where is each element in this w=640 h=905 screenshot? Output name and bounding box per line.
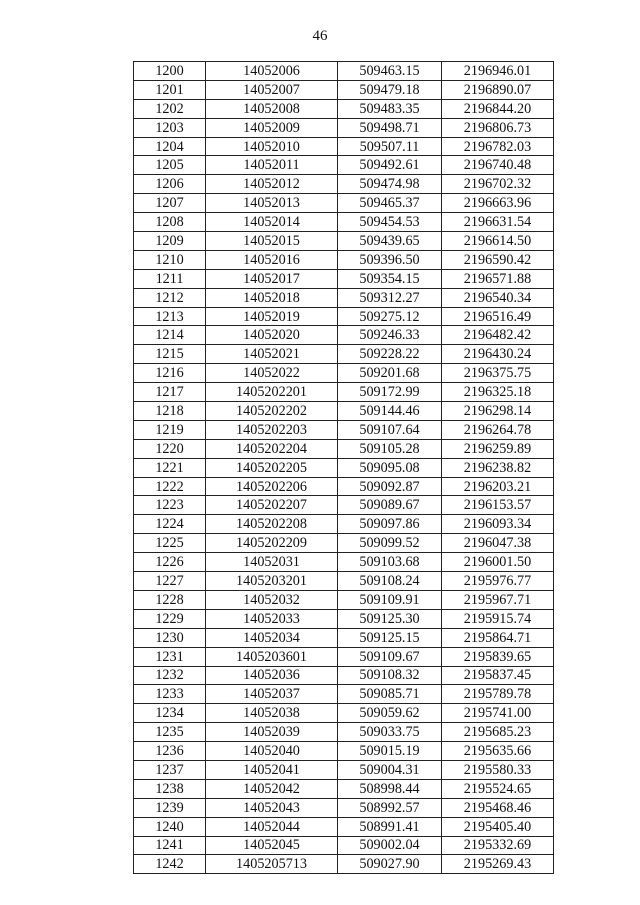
point-code-cell: 14052036 [206, 666, 338, 685]
x-coordinate-cell: 509092.87 [338, 477, 442, 496]
y-coordinate-cell: 2195405.40 [442, 817, 554, 836]
x-coordinate-cell: 509099.52 [338, 534, 442, 553]
x-coordinate-cell: 509465.37 [338, 194, 442, 213]
point-code-cell: 14052015 [206, 232, 338, 251]
table-row [134, 836, 554, 855]
table-row [134, 383, 554, 402]
point-number-cell: 1238 [134, 779, 206, 798]
point-code-cell: 14052006 [206, 62, 338, 81]
table-row [134, 704, 554, 723]
x-coordinate-cell: 509474.98 [338, 175, 442, 194]
point-code-cell: 1405202206 [206, 477, 338, 496]
y-coordinate-cell: 2195580.33 [442, 760, 554, 779]
x-coordinate-cell: 509125.30 [338, 609, 442, 628]
y-coordinate-cell: 2195269.43 [442, 855, 554, 874]
y-coordinate-cell: 2196890.07 [442, 80, 554, 99]
point-code-cell: 14052011 [206, 156, 338, 175]
x-coordinate-cell: 509108.32 [338, 666, 442, 685]
point-number-cell: 1242 [134, 855, 206, 874]
table-row [134, 99, 554, 118]
x-coordinate-cell: 509479.18 [338, 80, 442, 99]
point-number-cell: 1222 [134, 477, 206, 496]
point-code-cell: 14052007 [206, 80, 338, 99]
coordinates-table-body [134, 62, 554, 874]
x-coordinate-cell: 509089.67 [338, 496, 442, 515]
point-number-cell: 1216 [134, 364, 206, 383]
table-row [134, 345, 554, 364]
point-number-cell: 1232 [134, 666, 206, 685]
y-coordinate-cell: 2196590.42 [442, 250, 554, 269]
table-row [134, 685, 554, 704]
point-code-cell: 14052008 [206, 99, 338, 118]
point-number-cell: 1201 [134, 80, 206, 99]
table-row [134, 307, 554, 326]
point-number-cell: 1209 [134, 232, 206, 251]
table-row [134, 250, 554, 269]
x-coordinate-cell: 509275.12 [338, 307, 442, 326]
point-number-cell: 1223 [134, 496, 206, 515]
point-number-cell: 1213 [134, 307, 206, 326]
table-row [134, 288, 554, 307]
x-coordinate-cell: 509354.15 [338, 269, 442, 288]
point-number-cell: 1239 [134, 798, 206, 817]
table-row [134, 666, 554, 685]
point-number-cell: 1226 [134, 553, 206, 572]
y-coordinate-cell: 2195839.65 [442, 647, 554, 666]
y-coordinate-cell: 2196946.01 [442, 62, 554, 81]
point-number-cell: 1234 [134, 704, 206, 723]
y-coordinate-cell: 2195332.69 [442, 836, 554, 855]
y-coordinate-cell: 2195976.77 [442, 572, 554, 591]
table-row [134, 364, 554, 383]
y-coordinate-cell: 2196482.42 [442, 326, 554, 345]
y-coordinate-cell: 2196806.73 [442, 118, 554, 137]
table-row [134, 420, 554, 439]
x-coordinate-cell: 509109.91 [338, 590, 442, 609]
point-code-cell: 14052041 [206, 760, 338, 779]
point-number-cell: 1241 [134, 836, 206, 855]
x-coordinate-cell: 509454.53 [338, 213, 442, 232]
y-coordinate-cell: 2196259.89 [442, 439, 554, 458]
table-row [134, 477, 554, 496]
x-coordinate-cell: 508998.44 [338, 779, 442, 798]
coordinates-table [133, 61, 554, 874]
point-code-cell: 14052016 [206, 250, 338, 269]
point-number-cell: 1225 [134, 534, 206, 553]
y-coordinate-cell: 2196663.96 [442, 194, 554, 213]
y-coordinate-cell: 2196782.03 [442, 137, 554, 156]
table-row [134, 156, 554, 175]
point-code-cell: 1405203601 [206, 647, 338, 666]
table-row [134, 80, 554, 99]
y-coordinate-cell: 2196614.50 [442, 232, 554, 251]
x-coordinate-cell: 509439.65 [338, 232, 442, 251]
x-coordinate-cell: 509027.90 [338, 855, 442, 874]
y-coordinate-cell: 2195741.00 [442, 704, 554, 723]
x-coordinate-cell: 509463.15 [338, 62, 442, 81]
y-coordinate-cell: 2195789.78 [442, 685, 554, 704]
point-code-cell: 14052038 [206, 704, 338, 723]
x-coordinate-cell: 509004.31 [338, 760, 442, 779]
x-coordinate-cell: 509108.24 [338, 572, 442, 591]
x-coordinate-cell: 509107.64 [338, 420, 442, 439]
point-number-cell: 1204 [134, 137, 206, 156]
point-code-cell: 14052014 [206, 213, 338, 232]
y-coordinate-cell: 2195685.23 [442, 723, 554, 742]
point-number-cell: 1202 [134, 99, 206, 118]
x-coordinate-cell: 509109.67 [338, 647, 442, 666]
point-number-cell: 1233 [134, 685, 206, 704]
x-coordinate-cell: 509396.50 [338, 250, 442, 269]
y-coordinate-cell: 2196702.32 [442, 175, 554, 194]
point-number-cell: 1215 [134, 345, 206, 364]
point-code-cell: 1405203201 [206, 572, 338, 591]
x-coordinate-cell: 509312.27 [338, 288, 442, 307]
x-coordinate-cell: 509125.15 [338, 628, 442, 647]
y-coordinate-cell: 2195635.66 [442, 742, 554, 761]
point-code-cell: 14052034 [206, 628, 338, 647]
point-code-cell: 14052010 [206, 137, 338, 156]
point-code-cell: 1405202201 [206, 383, 338, 402]
y-coordinate-cell: 2196093.34 [442, 515, 554, 534]
point-code-cell: 1405202205 [206, 458, 338, 477]
point-code-cell: 1405202202 [206, 402, 338, 421]
point-code-cell: 14052045 [206, 836, 338, 855]
y-coordinate-cell: 2196298.14 [442, 402, 554, 421]
table-row [134, 118, 554, 137]
y-coordinate-cell: 2196516.49 [442, 307, 554, 326]
y-coordinate-cell: 2196375.75 [442, 364, 554, 383]
x-coordinate-cell: 509033.75 [338, 723, 442, 742]
x-coordinate-cell: 509002.04 [338, 836, 442, 855]
table-row [134, 439, 554, 458]
table-row [134, 572, 554, 591]
x-coordinate-cell: 509492.61 [338, 156, 442, 175]
point-code-cell: 1405202203 [206, 420, 338, 439]
y-coordinate-cell: 2195864.71 [442, 628, 554, 647]
x-coordinate-cell: 509097.86 [338, 515, 442, 534]
point-code-cell: 14052044 [206, 817, 338, 836]
y-coordinate-cell: 2195915.74 [442, 609, 554, 628]
table-row [134, 534, 554, 553]
point-code-cell: 14052040 [206, 742, 338, 761]
table-row [134, 590, 554, 609]
point-code-cell: 14052031 [206, 553, 338, 572]
point-number-cell: 1218 [134, 402, 206, 421]
point-code-cell: 14052042 [206, 779, 338, 798]
table-row [134, 213, 554, 232]
point-number-cell: 1220 [134, 439, 206, 458]
y-coordinate-cell: 2196264.78 [442, 420, 554, 439]
point-number-cell: 1228 [134, 590, 206, 609]
point-number-cell: 1210 [134, 250, 206, 269]
x-coordinate-cell: 509095.08 [338, 458, 442, 477]
point-number-cell: 1200 [134, 62, 206, 81]
y-coordinate-cell: 2196631.54 [442, 213, 554, 232]
table-row [134, 628, 554, 647]
table-row [134, 269, 554, 288]
point-number-cell: 1203 [134, 118, 206, 137]
table-row [134, 402, 554, 421]
point-number-cell: 1205 [134, 156, 206, 175]
point-number-cell: 1237 [134, 760, 206, 779]
point-number-cell: 1214 [134, 326, 206, 345]
point-code-cell: 14052013 [206, 194, 338, 213]
x-coordinate-cell: 509015.19 [338, 742, 442, 761]
point-number-cell: 1206 [134, 175, 206, 194]
table-row [134, 62, 554, 81]
point-number-cell: 1219 [134, 420, 206, 439]
point-number-cell: 1235 [134, 723, 206, 742]
table-row [134, 723, 554, 742]
y-coordinate-cell: 2196325.18 [442, 383, 554, 402]
x-coordinate-cell: 509201.68 [338, 364, 442, 383]
y-coordinate-cell: 2196430.24 [442, 345, 554, 364]
point-number-cell: 1230 [134, 628, 206, 647]
y-coordinate-cell: 2196153.57 [442, 496, 554, 515]
y-coordinate-cell: 2195468.46 [442, 798, 554, 817]
table-row [134, 817, 554, 836]
x-coordinate-cell: 509246.33 [338, 326, 442, 345]
table-row [134, 175, 554, 194]
y-coordinate-cell: 2196844.20 [442, 99, 554, 118]
y-coordinate-cell: 2196571.88 [442, 269, 554, 288]
x-coordinate-cell: 508991.41 [338, 817, 442, 836]
page-number: 46 [312, 28, 328, 44]
table-row [134, 515, 554, 534]
point-code-cell: 14052017 [206, 269, 338, 288]
point-code-cell: 1405202209 [206, 534, 338, 553]
table-row [134, 194, 554, 213]
x-coordinate-cell: 509085.71 [338, 685, 442, 704]
point-number-cell: 1236 [134, 742, 206, 761]
point-code-cell: 1405205713 [206, 855, 338, 874]
table-row [134, 609, 554, 628]
point-code-cell: 14052019 [206, 307, 338, 326]
table-row [134, 779, 554, 798]
table-row [134, 647, 554, 666]
table-row [134, 855, 554, 874]
table-row [134, 742, 554, 761]
point-code-cell: 1405202207 [206, 496, 338, 515]
point-number-cell: 1224 [134, 515, 206, 534]
point-number-cell: 1208 [134, 213, 206, 232]
point-code-cell: 14052018 [206, 288, 338, 307]
table-row [134, 496, 554, 515]
point-code-cell: 14052020 [206, 326, 338, 345]
x-coordinate-cell: 509498.71 [338, 118, 442, 137]
table-row [134, 798, 554, 817]
point-number-cell: 1231 [134, 647, 206, 666]
point-number-cell: 1227 [134, 572, 206, 591]
y-coordinate-cell: 2195967.71 [442, 590, 554, 609]
y-coordinate-cell: 2196047.38 [442, 534, 554, 553]
point-code-cell: 14052037 [206, 685, 338, 704]
y-coordinate-cell: 2195837.45 [442, 666, 554, 685]
y-coordinate-cell: 2196540.34 [442, 288, 554, 307]
y-coordinate-cell: 2196740.48 [442, 156, 554, 175]
point-code-cell: 14052033 [206, 609, 338, 628]
point-code-cell: 14052022 [206, 364, 338, 383]
x-coordinate-cell: 509172.99 [338, 383, 442, 402]
y-coordinate-cell: 2196238.82 [442, 458, 554, 477]
point-number-cell: 1240 [134, 817, 206, 836]
table-row [134, 458, 554, 477]
y-coordinate-cell: 2196001.50 [442, 553, 554, 572]
x-coordinate-cell: 509059.62 [338, 704, 442, 723]
point-code-cell: 14052012 [206, 175, 338, 194]
point-code-cell: 14052032 [206, 590, 338, 609]
y-coordinate-cell: 2195524.65 [442, 779, 554, 798]
table-row [134, 137, 554, 156]
x-coordinate-cell: 509144.46 [338, 402, 442, 421]
table-row [134, 760, 554, 779]
x-coordinate-cell: 509103.68 [338, 553, 442, 572]
point-code-cell: 1405202204 [206, 439, 338, 458]
point-code-cell: 14052039 [206, 723, 338, 742]
point-code-cell: 1405202208 [206, 515, 338, 534]
y-coordinate-cell: 2196203.21 [442, 477, 554, 496]
point-number-cell: 1217 [134, 383, 206, 402]
table-row [134, 232, 554, 251]
x-coordinate-cell: 508992.57 [338, 798, 442, 817]
x-coordinate-cell: 509483.35 [338, 99, 442, 118]
point-code-cell: 14052009 [206, 118, 338, 137]
point-number-cell: 1212 [134, 288, 206, 307]
x-coordinate-cell: 509105.28 [338, 439, 442, 458]
table-row [134, 326, 554, 345]
table-row [134, 553, 554, 572]
x-coordinate-cell: 509228.22 [338, 345, 442, 364]
point-code-cell: 14052021 [206, 345, 338, 364]
point-number-cell: 1207 [134, 194, 206, 213]
point-number-cell: 1211 [134, 269, 206, 288]
point-number-cell: 1229 [134, 609, 206, 628]
point-number-cell: 1221 [134, 458, 206, 477]
point-code-cell: 14052043 [206, 798, 338, 817]
x-coordinate-cell: 509507.11 [338, 137, 442, 156]
